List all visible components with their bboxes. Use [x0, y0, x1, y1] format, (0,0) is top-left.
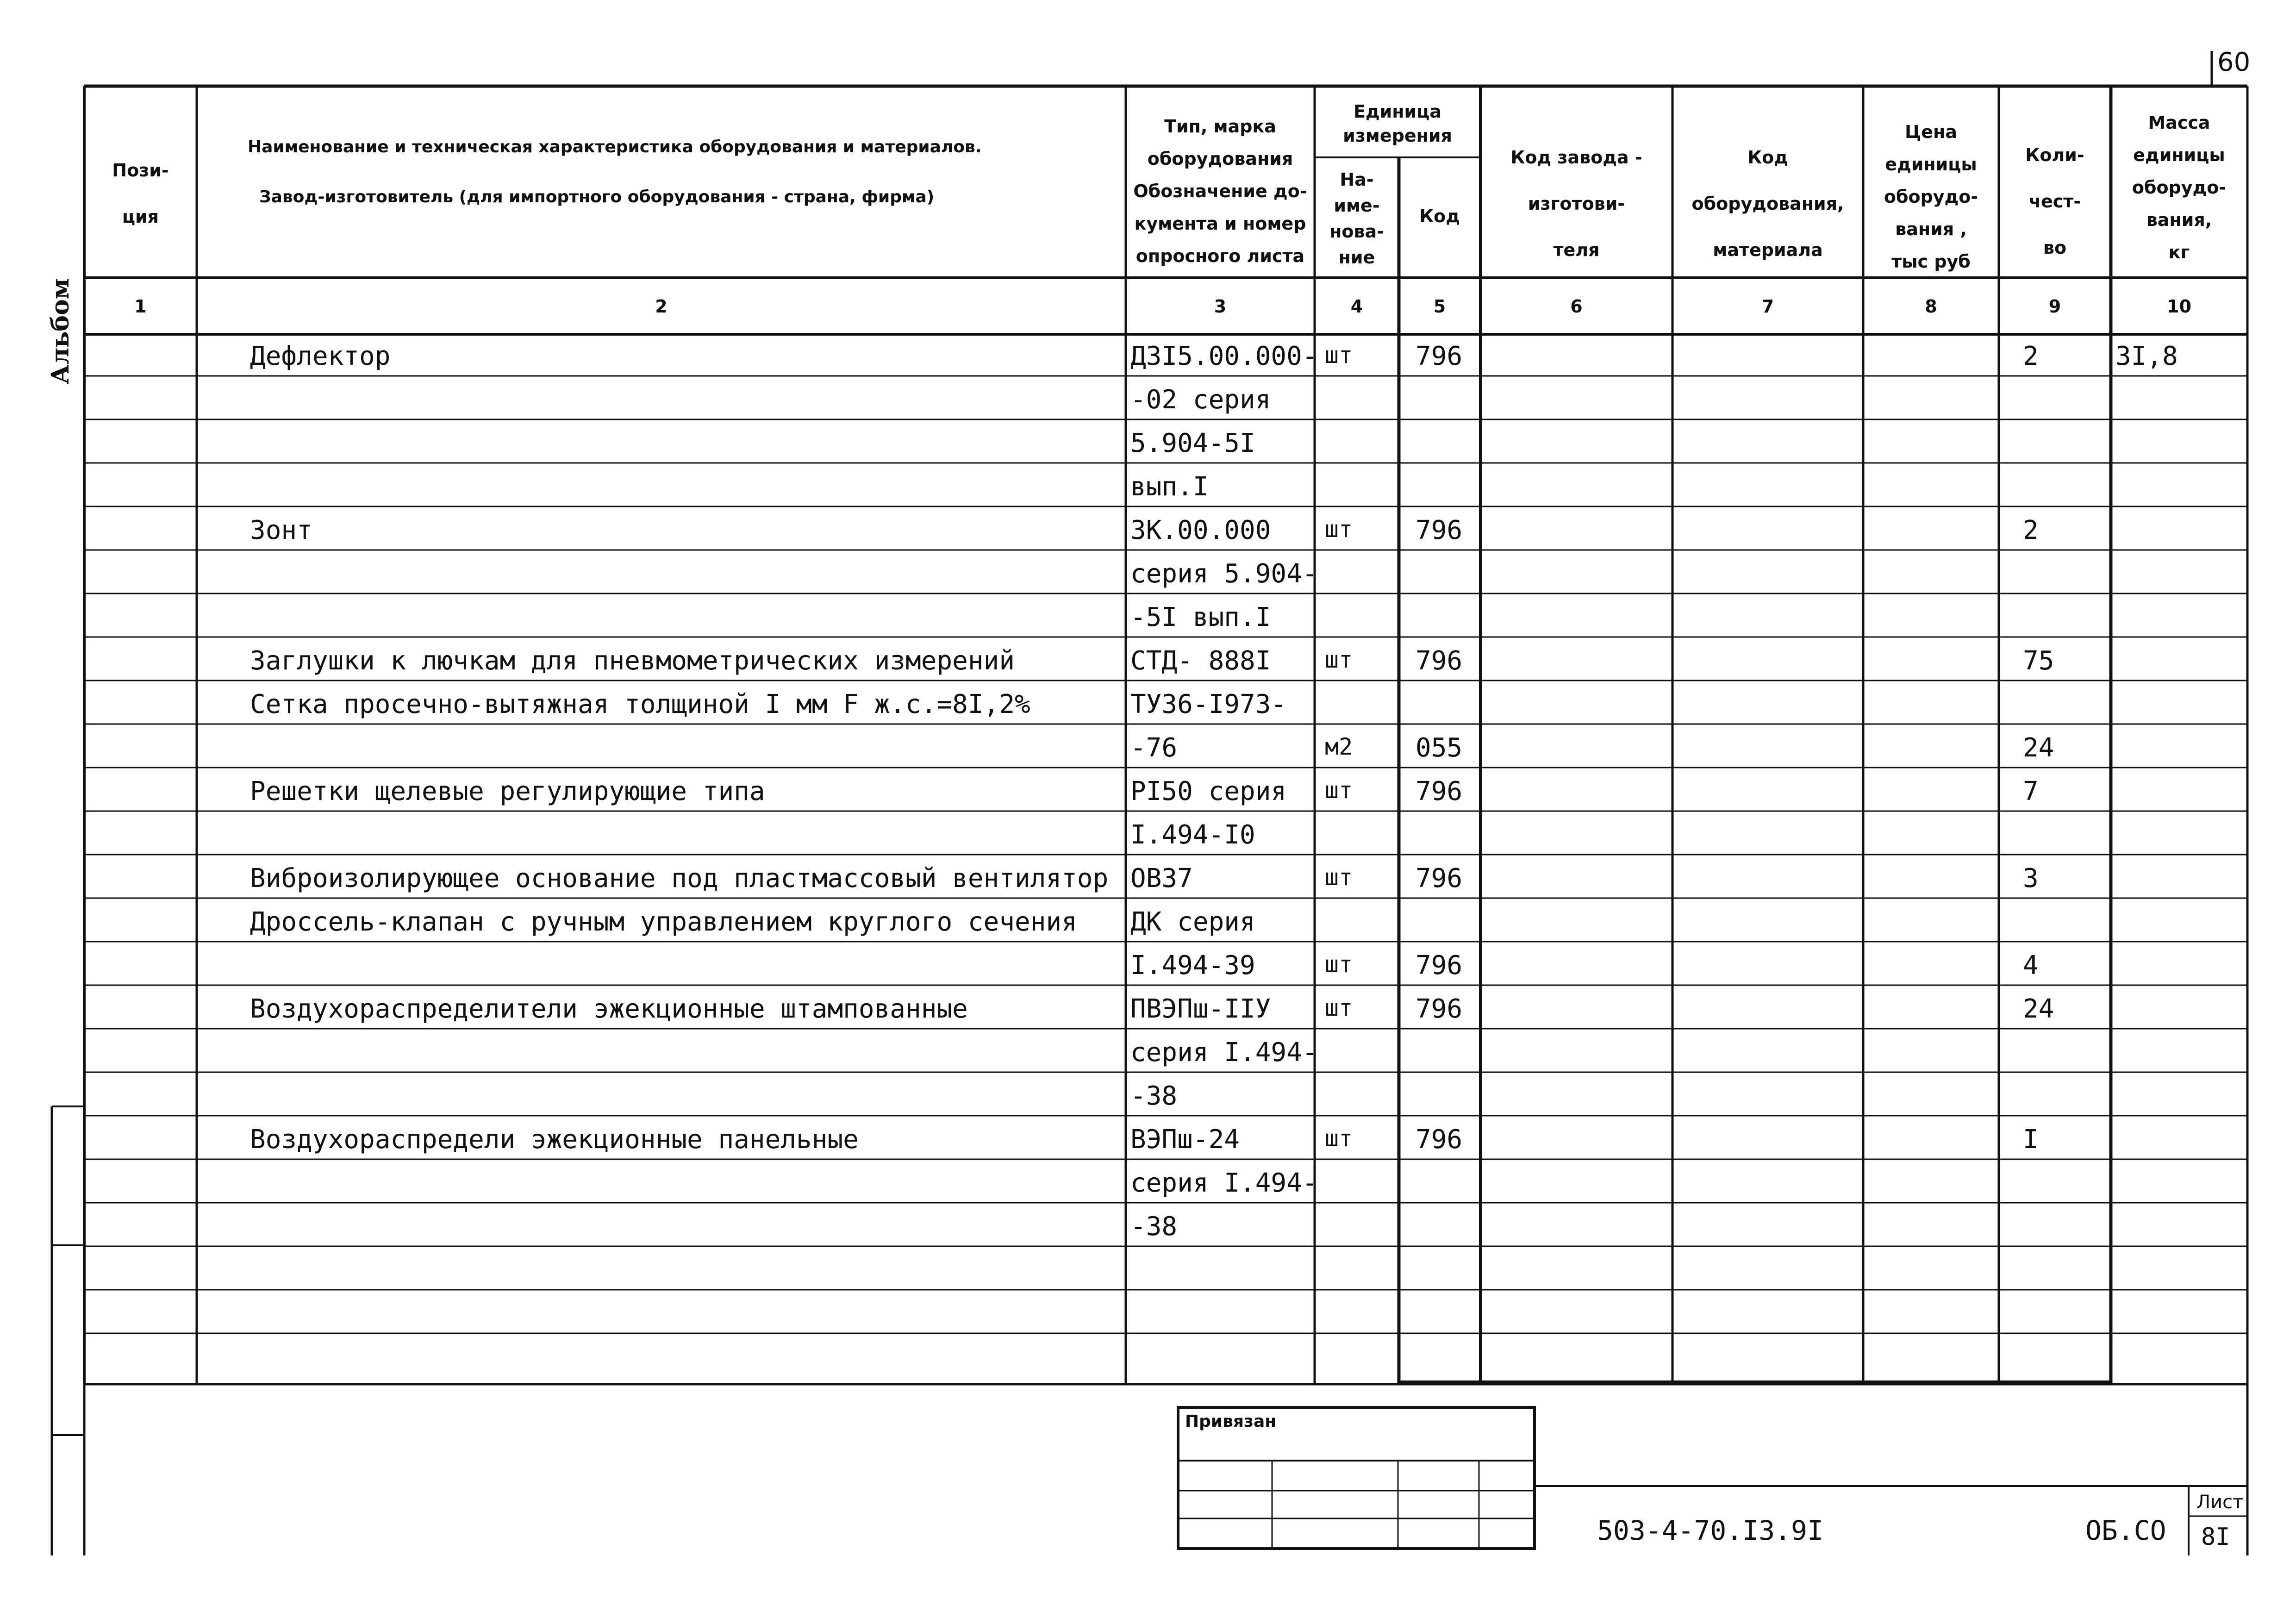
column-number: 1: [134, 296, 147, 317]
column-number: 2: [655, 296, 668, 317]
row-doc-designation: 5.904-5I: [1130, 428, 1255, 458]
header-factory-code-line: теля: [1553, 240, 1600, 260]
album-side-label: Альбом: [46, 278, 75, 384]
row-unit-code: 796: [1416, 950, 1463, 981]
row-quantity: 7: [2023, 776, 2039, 806]
header-unit-group: [1315, 100, 1480, 148]
row-unit-code: 796: [1416, 646, 1463, 676]
header-doc-type-line: опросного листа: [1136, 246, 1305, 266]
row-unit-code: 055: [1416, 733, 1463, 763]
row-quantity: 75: [2023, 646, 2054, 676]
header-unit-price: [1863, 116, 1999, 278]
header-unit-group-line: Единица: [1354, 101, 1441, 122]
header-unit-mass-line: вания,: [2146, 210, 2212, 230]
column-number: 10: [2167, 296, 2191, 317]
row-unit-code: 796: [1416, 1124, 1463, 1155]
header-doc-type-line: Обозначение до-: [1133, 181, 1307, 201]
page-number: 60: [2217, 47, 2251, 77]
header-unit-code: Код: [1419, 206, 1460, 226]
header-unit-price-line: тыс руб: [1891, 251, 1971, 272]
header-equipment-code-line: Код: [1747, 147, 1788, 168]
row-quantity: I: [2023, 1124, 2039, 1155]
header-unit-name: [1315, 167, 1399, 270]
header-quantity: [1999, 132, 2111, 271]
header-equipment-code-line: материала: [1713, 240, 1823, 260]
row-quantity: 4: [2023, 950, 2039, 981]
row-doc-designation: I.494-I0: [1130, 820, 1255, 850]
header-unit-group-line: измерения: [1343, 125, 1452, 146]
row-quantity: 24: [2023, 994, 2054, 1024]
header-doc-type: [1126, 110, 1315, 272]
row-doc-designation: -38: [1130, 1212, 1178, 1242]
row-doc-designation: -5I вып.I: [1130, 602, 1271, 632]
header-quantity-line: Коли-: [2025, 145, 2084, 165]
header-unit-mass: [2111, 106, 2247, 269]
header-quantity-line: во: [2043, 237, 2067, 258]
header-doc-type-line: оборудования: [1147, 149, 1293, 169]
row-item-name: Заглушки к лючкам для пневмометрических измерений: [250, 646, 1015, 676]
header-position: [84, 147, 197, 240]
stamp-linked-label: Привязан: [1185, 1412, 1277, 1431]
header-doc-type-line: кумента и номер: [1134, 213, 1306, 234]
header-unit-name-line: нова-: [1329, 221, 1384, 242]
row-doc-designation: ДК серия: [1130, 907, 1255, 937]
row-doc-designation: -38: [1130, 1081, 1178, 1111]
row-unit-name: м2: [1325, 733, 1353, 760]
column-number: 7: [1761, 296, 1774, 317]
header-name-line2: Завод-изготовитель (для импортного оборудования - страна, фирма): [259, 187, 935, 206]
row-doc-designation: -02 серия: [1130, 385, 1271, 415]
row-unit-name: шт: [1325, 1125, 1353, 1152]
header-unit-mass-line: Масса: [2148, 112, 2210, 133]
row-unit-mass: 3I,8: [2115, 341, 2178, 371]
header-unit-price-line: единицы: [1885, 154, 1977, 175]
row-doc-designation: РI50 серия: [1130, 776, 1287, 806]
row-unit-code: 796: [1416, 863, 1463, 893]
header-unit-mass-line: оборудо-: [2132, 177, 2227, 198]
row-item-name: Зонт: [250, 515, 312, 545]
row-doc-designation: I.494-39: [1130, 950, 1255, 981]
row-quantity: 2: [2023, 515, 2039, 545]
row-unit-code: 796: [1416, 341, 1463, 371]
header-quantity-line: чест-: [2028, 191, 2081, 212]
column-number: 6: [1570, 296, 1583, 317]
header-unit-name-line: На-: [1340, 169, 1374, 190]
row-doc-designation: ЗК.00.000: [1130, 515, 1271, 545]
header-factory-code-line: изготови-: [1528, 194, 1625, 214]
row-item-name: Дроссель-клапан с ручным управлением круглого сечения: [250, 907, 1077, 937]
header-unit-price-line: Цена: [1905, 122, 1957, 142]
column-number: 3: [1214, 296, 1227, 317]
row-unit-name: шт: [1325, 951, 1353, 978]
row-item-name: Дефлектор: [250, 341, 391, 371]
row-doc-designation: ДЗI5.00.000-: [1130, 341, 1318, 371]
row-unit-name: шт: [1325, 646, 1353, 673]
header-unit-mass-line: единицы: [2133, 145, 2225, 165]
header-factory-code: [1480, 134, 1672, 273]
row-unit-name: шт: [1325, 777, 1353, 804]
column-number: 9: [2048, 296, 2061, 317]
sheet-label: Лист: [2196, 1492, 2244, 1513]
row-doc-designation: -76: [1130, 733, 1178, 763]
column-number: 5: [1433, 296, 1446, 317]
header-position-line: Пози-: [112, 160, 169, 181]
row-unit-code: 796: [1416, 994, 1463, 1024]
header-unit-price-line: вания ,: [1895, 219, 1967, 239]
row-doc-designation: серия I.494-: [1130, 1168, 1318, 1198]
row-item-name: Сетка просечно-вытяжная толщиной I мм F ж.с.=8I,2%: [250, 689, 1030, 719]
row-doc-designation: ТУ36-I973-: [1130, 689, 1287, 719]
row-item-name: Воздухораспределители эжекционные штампованные: [250, 994, 968, 1024]
row-doc-designation: ОВ37: [1130, 863, 1193, 893]
row-doc-designation: ПВЭПш-IIУ: [1130, 994, 1271, 1024]
row-doc-designation: ВЭПш-24: [1130, 1124, 1240, 1155]
row-doc-designation: СТД- 888I: [1130, 646, 1271, 676]
header-name-line1: Наименование и техническая характеристика оборудования и материалов.: [248, 137, 982, 156]
row-unit-name: шт: [1325, 342, 1353, 369]
header-factory-code-line: Код завода -: [1510, 147, 1642, 168]
header-equipment-code-line: оборудования,: [1691, 194, 1844, 214]
header-unit-name-line: ние: [1338, 247, 1375, 268]
row-quantity: 24: [2023, 733, 2054, 763]
row-unit-name: шт: [1325, 864, 1353, 891]
row-quantity: 2: [2023, 341, 2039, 371]
header-position-line: ция: [122, 206, 159, 227]
document-code: 503-4-70.I3.9I: [1597, 1515, 1823, 1546]
row-item-name: Решетки щелевые регулирующие типа: [250, 776, 765, 806]
column-number: 8: [1925, 296, 1937, 317]
header-doc-type-line: Тип, марка: [1164, 116, 1276, 137]
header-unit-mass-line: кг: [2168, 242, 2190, 262]
row-item-name: Виброизолирующее основание под пластмассовый вентилятор: [250, 863, 1109, 893]
column-number: 4: [1350, 296, 1363, 317]
header-unit-price-line: оборудо-: [1884, 187, 1978, 207]
sheet-number: 8I: [2201, 1523, 2230, 1549]
header-equipment-code: [1672, 134, 1863, 273]
row-unit-name: шт: [1325, 516, 1353, 543]
row-quantity: 3: [2023, 863, 2039, 893]
row-unit-code: 796: [1416, 776, 1463, 806]
document-suffix: ОБ.СО: [2085, 1515, 2166, 1546]
row-doc-designation: серия I.494-: [1130, 1037, 1318, 1068]
row-unit-name: шт: [1325, 994, 1353, 1021]
header-unit-name-line: име-: [1334, 195, 1380, 216]
row-doc-designation: серия 5.904-: [1130, 559, 1318, 589]
row-item-name: Воздухораспредели эжекционные панельные: [250, 1124, 859, 1155]
row-unit-code: 796: [1416, 515, 1463, 545]
row-doc-designation: вып.I: [1130, 472, 1209, 502]
